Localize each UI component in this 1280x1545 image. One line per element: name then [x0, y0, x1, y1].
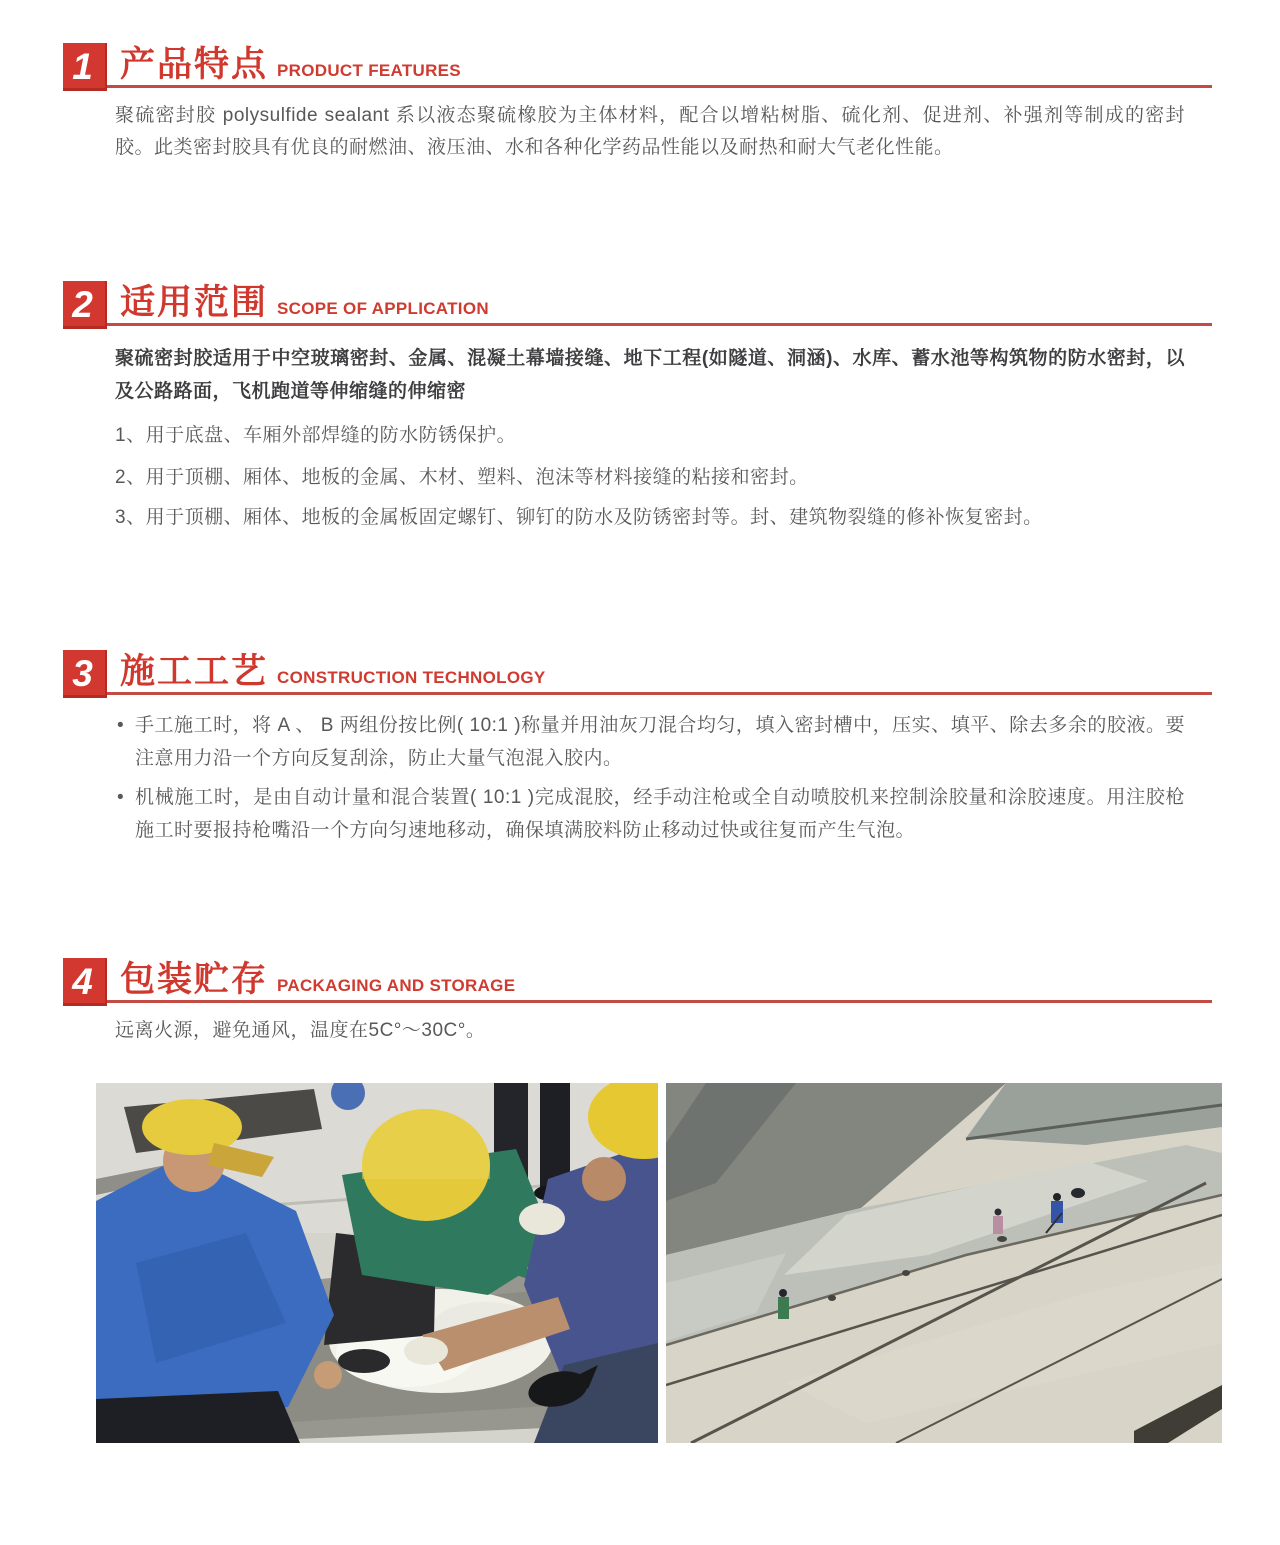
section-2-title-en: SCOPE OF APPLICATION: [277, 299, 489, 318]
page: [0, 38, 1280, 1545]
section-3-title-en: CONSTRUCTION TECHNOLOGY: [277, 668, 546, 687]
section-2-title-zh: 适用范围: [120, 283, 269, 322]
section-3-title-zh: 施工工艺: [120, 652, 269, 691]
concrete-slope-illustration: [666, 1083, 1222, 1443]
section-1-header: [63, 38, 1212, 88]
section-4-header: [63, 953, 1212, 1003]
section-1-title-zh: 产品特点: [120, 45, 269, 84]
section-4-title-en: PACKAGING AND STORAGE: [277, 976, 516, 995]
section-1-number-badge: 1: [63, 43, 107, 91]
section-2-application-list: [115, 420, 1185, 534]
section-4-paragraph: 远离火源，避免通风，温度在5C°～30C°。: [115, 1020, 486, 1041]
workers-mixing-sealant-photo: [96, 1083, 658, 1443]
concrete-slope-joint-sealing-photo: [666, 1083, 1222, 1443]
list-item: 1、用于底盘、车厢外部焊缝的防水防锈保护。: [115, 425, 517, 446]
section-packaging-and-storage: [0, 953, 1280, 1047]
section-2-header: [63, 276, 1212, 326]
bullet-item: • 机械施工时，是由自动计量和混合装置( 10:1 )完成混胶，经手动注枪或全自动喷胶机来控制涂胶量和涂胶速度。用注胶枪施工时要报持枪嘴沿一个方向匀速地移动，确保填满胶料防止移动过快或往复而产生气泡。: [135, 781, 1185, 847]
section-2-number-badge: 2: [63, 281, 107, 329]
section-3-bullet-list: [135, 709, 1185, 847]
section-3-header: [63, 645, 1212, 695]
section-4-number-badge: 4: [63, 958, 107, 1006]
list-item: 2、用于顶棚、厢体、地板的金属、木材、塑料、泡沫等材料接缝的粘接和密封。: [115, 467, 809, 488]
bullet-item: • 手工施工时，将 A 、 B 两组份按比例( 10:1 )称量并用油灰刀混合均匀，填入密封槽中，压实、填平、除去多余的胶液。要注意用力沿一个方向反复刮涂，防止大量气泡混入胶内。: [135, 709, 1185, 775]
photo-row: [96, 1083, 1280, 1443]
list-item: 3、用于顶棚、厢体、地板的金属板固定螺钉、铆钉的防水及防锈密封等。封、建筑物裂缝的修补恢复密封。: [115, 507, 1043, 528]
section-3-number-badge: 3: [63, 650, 107, 698]
section-1-paragraph: 聚硫密封胶 polysulfide sealant 系以液态聚硫橡胶为主体材料，配合以增粘树脂、硫化剂、促进剂、补强剂等制成的密封胶。此类密封胶具有优良的耐燃油、液压油、水和各种化学药品性能以及耐热和耐大气老化性能。: [115, 105, 1185, 158]
section-product-features: [0, 38, 1280, 164]
section-scope-of-application: [0, 276, 1280, 534]
section-1-title-en: PRODUCT FEATURES: [277, 61, 461, 80]
section-2-lead-paragraph: 聚硫密封胶适用于中空玻璃密封、金属、混凝土幕墙接缝、地下工程(如隧道、洞涵)、水库、蓄水池等构筑物的防水密封，以及公路路面，飞机跑道等伸缩缝的伸缩密: [115, 348, 1185, 402]
workers-mixing-sealant-illustration: [96, 1083, 658, 1443]
section-construction-technology: [0, 645, 1280, 847]
section-4-title-zh: 包装贮存: [120, 960, 269, 999]
